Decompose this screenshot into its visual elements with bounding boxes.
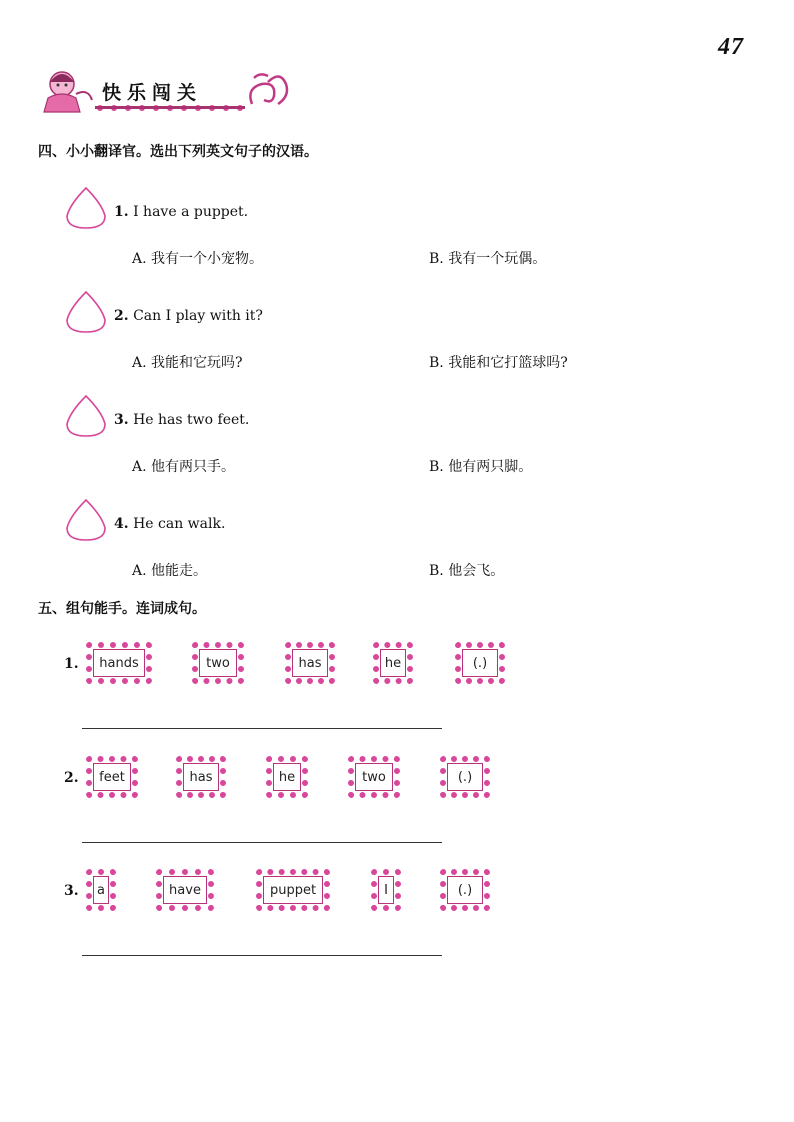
sentence-row-3	[0, 869, 794, 979]
word-card[interactable]: puppet	[256, 869, 330, 911]
sentence-row-2	[0, 756, 794, 866]
option-a: A. 他有两只手。	[132, 459, 236, 475]
section5-title: 五、组句能手。连词成句。	[38, 601, 206, 617]
answer-bracket-icon[interactable]	[64, 498, 108, 542]
word-card[interactable]: two	[192, 642, 244, 684]
word-card[interactable]: (.)	[440, 756, 490, 798]
word-card[interactable]: (.)	[440, 869, 490, 911]
question-text: 3. He has two feet.	[114, 412, 250, 428]
answer-line[interactable]	[82, 955, 442, 956]
option-b: B. 他会飞。	[429, 563, 505, 579]
option-a: A. 我有一个小宠物。	[132, 251, 264, 267]
sentence-row-1	[0, 642, 794, 752]
question-1	[64, 186, 764, 286]
answer-bracket-icon[interactable]	[64, 186, 108, 230]
word-card[interactable]: a	[86, 869, 116, 911]
word-card[interactable]: I	[371, 869, 401, 911]
section4-title: 四、小小翻译官。选出下列英文句子的汉语。	[38, 144, 318, 160]
row-number: 1.	[64, 656, 79, 672]
word-card[interactable]: has	[285, 642, 335, 684]
question-text: 4. He can walk.	[114, 516, 226, 532]
option-a: A. 我能和它玩吗?	[132, 355, 243, 371]
word-card[interactable]: hands	[86, 642, 152, 684]
question-2	[64, 290, 764, 390]
answer-bracket-icon[interactable]	[64, 290, 108, 334]
answer-line[interactable]	[82, 728, 442, 729]
section-banner	[40, 64, 290, 118]
row-number: 2.	[64, 770, 79, 786]
word-card[interactable]: he	[373, 642, 413, 684]
option-b: B. 我有一个玩偶。	[429, 251, 547, 267]
page-number: 47	[718, 34, 744, 60]
cartoon-girl-icon	[44, 72, 92, 112]
word-card[interactable]: have	[156, 869, 214, 911]
option-a: A. 他能走。	[132, 563, 208, 579]
word-card[interactable]: he	[266, 756, 308, 798]
row-number: 3.	[64, 883, 79, 899]
question-text: 2. Can I play with it?	[114, 308, 263, 324]
banner-dots	[95, 105, 245, 111]
banner-title: 快乐闯关	[102, 82, 203, 104]
word-card[interactable]: two	[348, 756, 400, 798]
question-3	[64, 394, 764, 494]
swirl-ornament-icon	[250, 74, 287, 104]
word-card[interactable]: (.)	[455, 642, 505, 684]
question-4	[64, 498, 764, 598]
answer-bracket-icon[interactable]	[64, 394, 108, 438]
option-b: B. 我能和它打篮球吗?	[429, 355, 568, 371]
word-card[interactable]: has	[176, 756, 226, 798]
option-b: B. 他有两只脚。	[429, 459, 533, 475]
question-text: 1. I have a puppet.	[114, 204, 249, 220]
word-card[interactable]: feet	[86, 756, 138, 798]
answer-line[interactable]	[82, 842, 442, 843]
